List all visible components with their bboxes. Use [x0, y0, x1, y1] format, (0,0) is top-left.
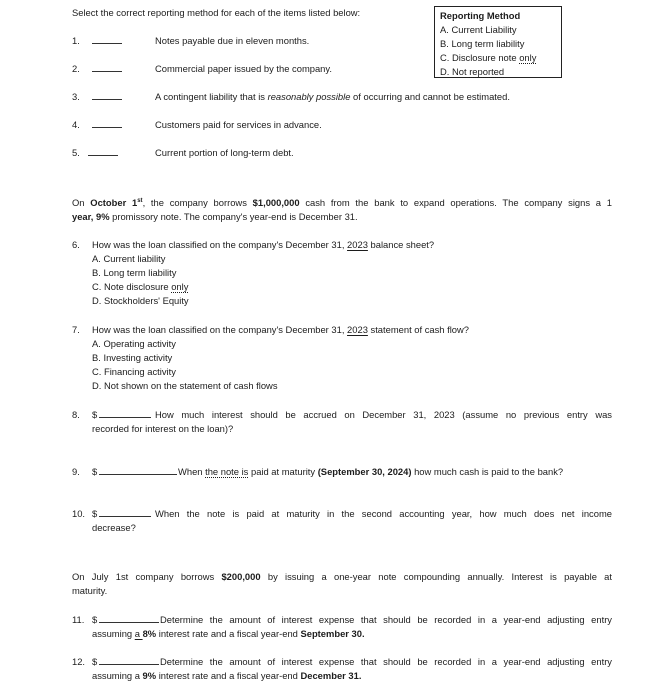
item-3-text: A contingent liability that is reasonably possible of occurring and cannot be estimated.: [155, 91, 510, 102]
question-11-line-2: assuming a 8% interest rate and a fiscal year-end September 30.: [92, 628, 365, 639]
item-3-answer-blank[interactable]: [92, 89, 122, 100]
question-6-stem: How was the loan classified on the company's December 31, 2023 balance sheet?: [92, 239, 435, 250]
question-9-number: 9.: [72, 466, 80, 477]
item-1-number: 1.: [72, 35, 80, 46]
question-10-line-1: When the note is paid at maturity in the second accounting year, how much does net income: [155, 508, 612, 519]
question-8-line-2: recorded for interest on the loan)?: [92, 423, 234, 434]
item-5-text: Current portion of long-term debt.: [155, 147, 294, 158]
question-6-option-a[interactable]: A. Current liability: [92, 253, 166, 264]
reporting-method-title: Reporting Method: [440, 10, 521, 21]
question-6-option-d[interactable]: D. Stockholders' Equity: [92, 295, 189, 306]
item-4-answer-blank[interactable]: [92, 117, 122, 128]
question-8-answer-blank[interactable]: [99, 407, 151, 418]
question-10-answer-blank[interactable]: [99, 506, 151, 517]
question-12-number: 12.: [72, 656, 86, 667]
item-1-text: Notes payable due in eleven months.: [155, 35, 310, 46]
question-6-option-b[interactable]: B. Long term liability: [92, 267, 177, 278]
question-7-option-d[interactable]: D. Not shown on the statement of cash flows: [92, 380, 278, 391]
question-9-answer-blank[interactable]: [99, 464, 177, 475]
item-1-answer-blank[interactable]: [92, 33, 122, 44]
question-8-number: 8.: [72, 409, 80, 420]
item-2-number: 2.: [72, 63, 80, 74]
question-11-number: 11.: [72, 614, 85, 625]
reporting-method-box: [434, 6, 562, 78]
method-option-b: B. Long term liability: [440, 38, 525, 49]
question-8-line-1: How much interest should be accrued on December 31, 2023 (assume no previous entry was: [155, 409, 612, 420]
question-8-dollar: $: [92, 409, 98, 420]
method-option-a: A. Current Liability: [440, 24, 517, 35]
method-option-c: C. Disclosure note only: [440, 52, 537, 63]
question-7-number: 7.: [72, 324, 80, 335]
item-2-text: Commercial paper issued by the company.: [155, 63, 332, 74]
method-option-d: D. Not reported: [440, 66, 505, 77]
question-10-dollar: $: [92, 508, 98, 519]
question-11-line-1: Determine the amount of interest expense that should be recorded in a year-end adjusting entry: [160, 614, 612, 625]
item-3-number: 3.: [72, 91, 80, 102]
question-12-answer-blank[interactable]: [99, 654, 159, 665]
question-11-answer-blank[interactable]: [99, 612, 159, 623]
item-5-answer-blank[interactable]: [88, 145, 118, 156]
question-6-option-c[interactable]: C. Note disclosure only: [92, 281, 189, 292]
item-2-answer-blank[interactable]: [92, 61, 122, 72]
question-7-option-b[interactable]: B. Investing activity: [92, 352, 173, 363]
question-10-number: 10.: [72, 508, 86, 519]
question-12-dollar: $: [92, 656, 98, 667]
question-6-number: 6.: [72, 239, 80, 250]
question-12-line-1: Determine the amount of interest expense that should be recorded in a year-end adjusting entry: [160, 656, 612, 667]
scenario-2-line-1: On July 1st company borrows $200,000 by issuing a one-year note compounding annually. Interest is payable at: [72, 571, 613, 582]
question-10-line-2: decrease?: [92, 522, 136, 533]
item-4-number: 4.: [72, 119, 80, 130]
question-7-stem: How was the loan classified on the company's December 31, 2023 statement of cash flow?: [92, 324, 469, 335]
item-5-number: 5.: [72, 147, 80, 158]
question-7-option-a[interactable]: A. Operating activity: [92, 338, 176, 349]
question-9-dollar: $: [92, 466, 98, 477]
scenario-1-line-1: On October 1st, the company borrows $1,000,000 cash from the bank to expand operations. The company signs a 1: [72, 197, 612, 208]
question-11-dollar: $: [92, 614, 98, 625]
scenario-2-line-2: maturity.: [72, 585, 108, 596]
instruction-text: Select the correct reporting method for each of the items listed below:: [72, 7, 361, 18]
question-9-text: When the note is paid at maturity (September 30, 2024) how much cash is paid to the bank?: [178, 466, 564, 477]
question-12-line-2: assuming a 9% interest rate and a fiscal year-end December 31.: [92, 670, 362, 681]
item-4-text: Customers paid for services in advance.: [155, 119, 322, 130]
question-7-option-c[interactable]: C. Financing activity: [92, 366, 176, 377]
scenario-1-line-2: year, 9% promissory note. The company's year-end is December 31.: [72, 211, 358, 222]
